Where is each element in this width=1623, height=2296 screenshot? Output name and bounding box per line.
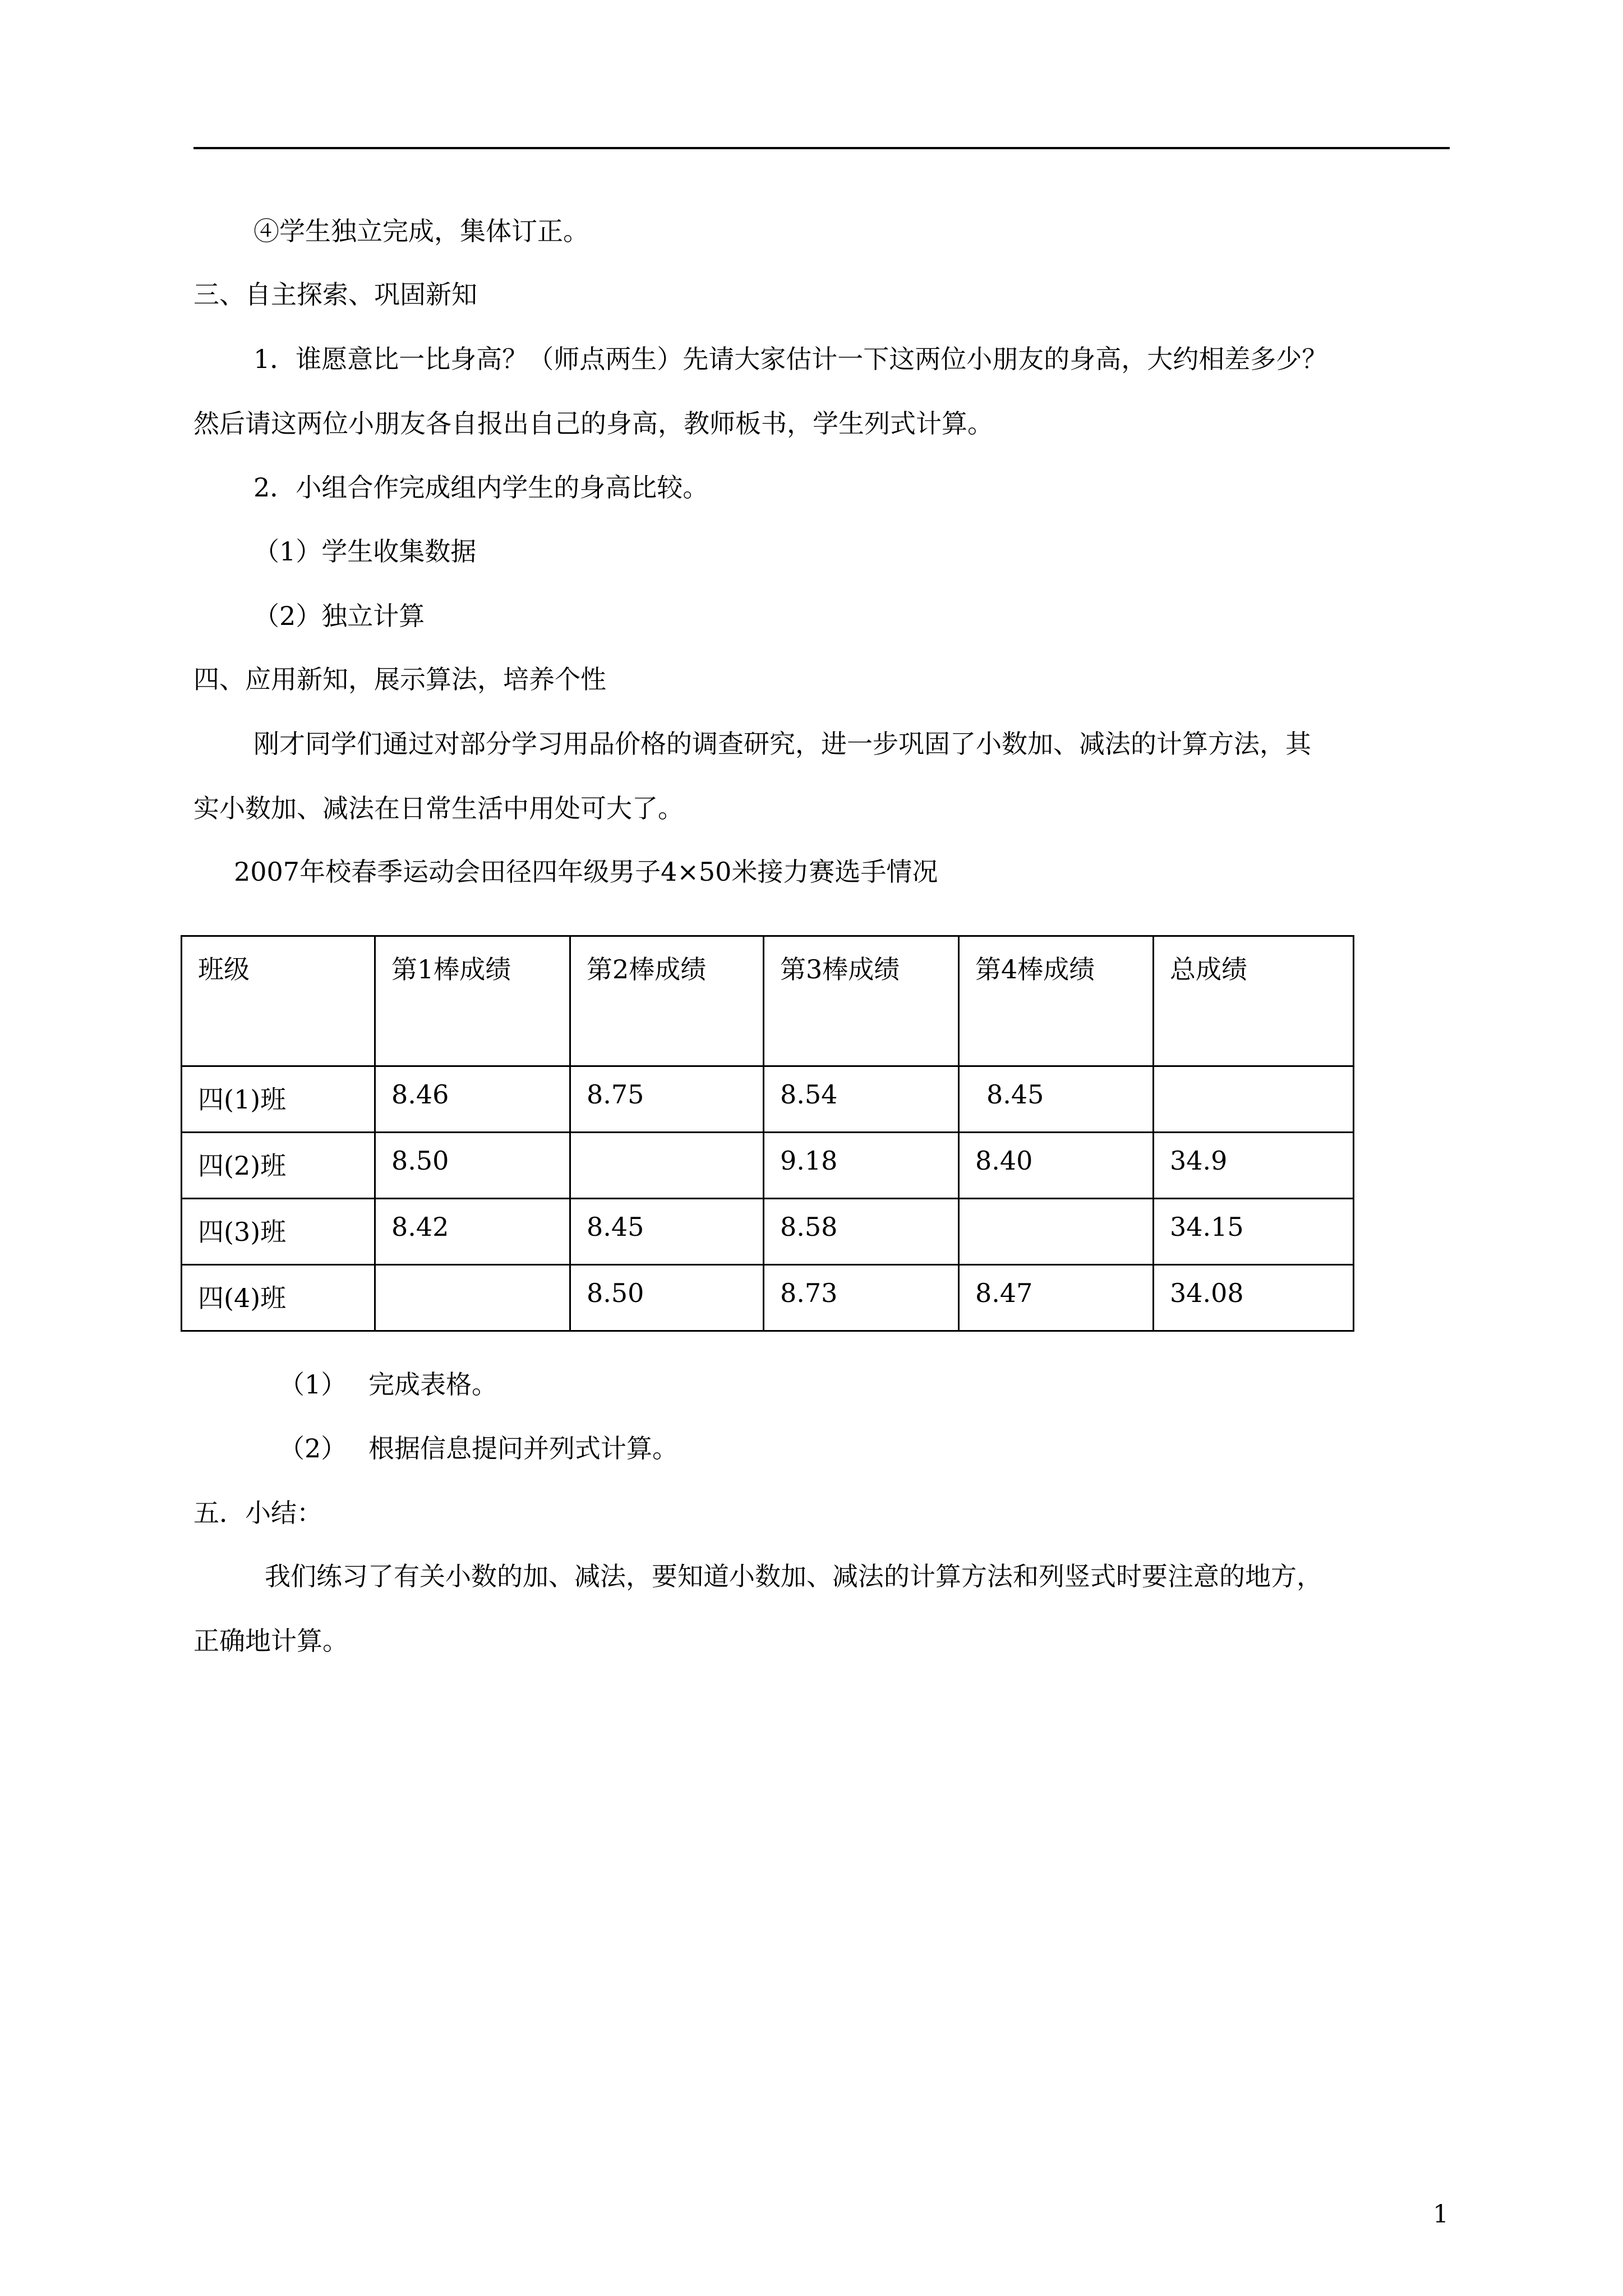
header-cell: 第4棒成绩: [959, 936, 1154, 1066]
summary-line1: 我们练习了有关小数的加、减法，要知道小数加、减法的计算方法和列竖式时要注意的地方，: [265, 1561, 1322, 1591]
class-cell: 四(2)班: [182, 1133, 375, 1199]
leg3-cell: 8.54: [764, 1066, 959, 1133]
table-row: [182, 1265, 1354, 1331]
leg4-cell: 8.45: [959, 1066, 1154, 1133]
page-number: 1: [1433, 2200, 1449, 2229]
leg1-cell: 8.42: [375, 1199, 570, 1265]
independent-calc-item: （2）独立计算: [253, 601, 425, 631]
class-cell: 四(3)班: [182, 1199, 375, 1265]
header-cell: 第1棒成绩: [375, 936, 570, 1066]
table-caption: 2007年校春季运动会田径四年级男子4×50米接力赛选手情况: [234, 857, 938, 887]
total-cell: 34.15: [1154, 1199, 1354, 1265]
total-cell: 34.08: [1154, 1265, 1354, 1331]
intro-paragraph-line2: 实小数加、减法在日常生活中用处可大了。: [193, 793, 684, 823]
leg2-cell: [570, 1133, 764, 1199]
leg4-cell: 8.47: [959, 1265, 1154, 1331]
total-cell: 34.9: [1154, 1133, 1354, 1199]
header-cell: 班级: [182, 936, 375, 1066]
summary-heading: 五．小结：: [193, 1498, 322, 1528]
task-number: （1）: [279, 1369, 347, 1400]
step-four-paragraph: ④学生独立完成，集体订正。: [253, 216, 589, 246]
intro-paragraph-line1: 刚才同学们通过对部分学习用品价格的调查研究，进一步巩固了小数加、减法的计算方法，其: [253, 729, 1311, 759]
leg2-cell: 8.75: [570, 1066, 764, 1133]
group-compare-paragraph: 2．小组合作完成组内学生的身高比较。: [253, 472, 709, 503]
task-text: 根据信息提问并列式计算。: [368, 1433, 678, 1464]
relay-results-table: [181, 935, 1354, 1332]
header-cell: 第2棒成绩: [570, 936, 764, 1066]
table-header-row: [182, 936, 1354, 1066]
leg3-cell: 8.73: [764, 1265, 959, 1331]
total-cell: [1154, 1066, 1354, 1133]
leg3-cell: 8.58: [764, 1199, 959, 1265]
leg4-cell: [959, 1199, 1154, 1265]
summary-line2: 正确地计算。: [193, 1626, 348, 1656]
height-question-line2: 然后请这两位小朋友各自报出自己的身高，教师板书，学生列式计算。: [193, 408, 993, 439]
collect-data-item: （1）学生收集数据: [253, 536, 477, 567]
header-cell: 总成绩: [1154, 936, 1354, 1066]
leg2-cell: 8.45: [570, 1199, 764, 1265]
leg2-cell: 8.50: [570, 1265, 764, 1331]
class-cell: 四(4)班: [182, 1265, 375, 1331]
table-row: [182, 1133, 1354, 1199]
section-four-heading: 四、应用新知，展示算法，培养个性: [193, 664, 606, 694]
header-rule: [193, 147, 1450, 149]
table-row: [182, 1066, 1354, 1133]
header-cell: 第3棒成绩: [764, 936, 959, 1066]
section-three-heading: 三、自主探索、巩固新知: [193, 279, 477, 310]
leg1-cell: 8.46: [375, 1066, 570, 1133]
leg3-cell: 9.18: [764, 1133, 959, 1199]
class-cell: 四(1)班: [182, 1066, 375, 1133]
task-number: （2）: [279, 1433, 347, 1464]
height-question-line1: 1．谁愿意比一比身高？（师点两生）先请大家估计一下这两位小朋友的身高，大约相差多少？: [253, 344, 1328, 374]
leg4-cell: 8.40: [959, 1133, 1154, 1199]
leg1-cell: 8.50: [375, 1133, 570, 1199]
table-row: [182, 1199, 1354, 1265]
task-text: 完成表格。: [368, 1369, 497, 1400]
leg1-cell: [375, 1265, 570, 1331]
